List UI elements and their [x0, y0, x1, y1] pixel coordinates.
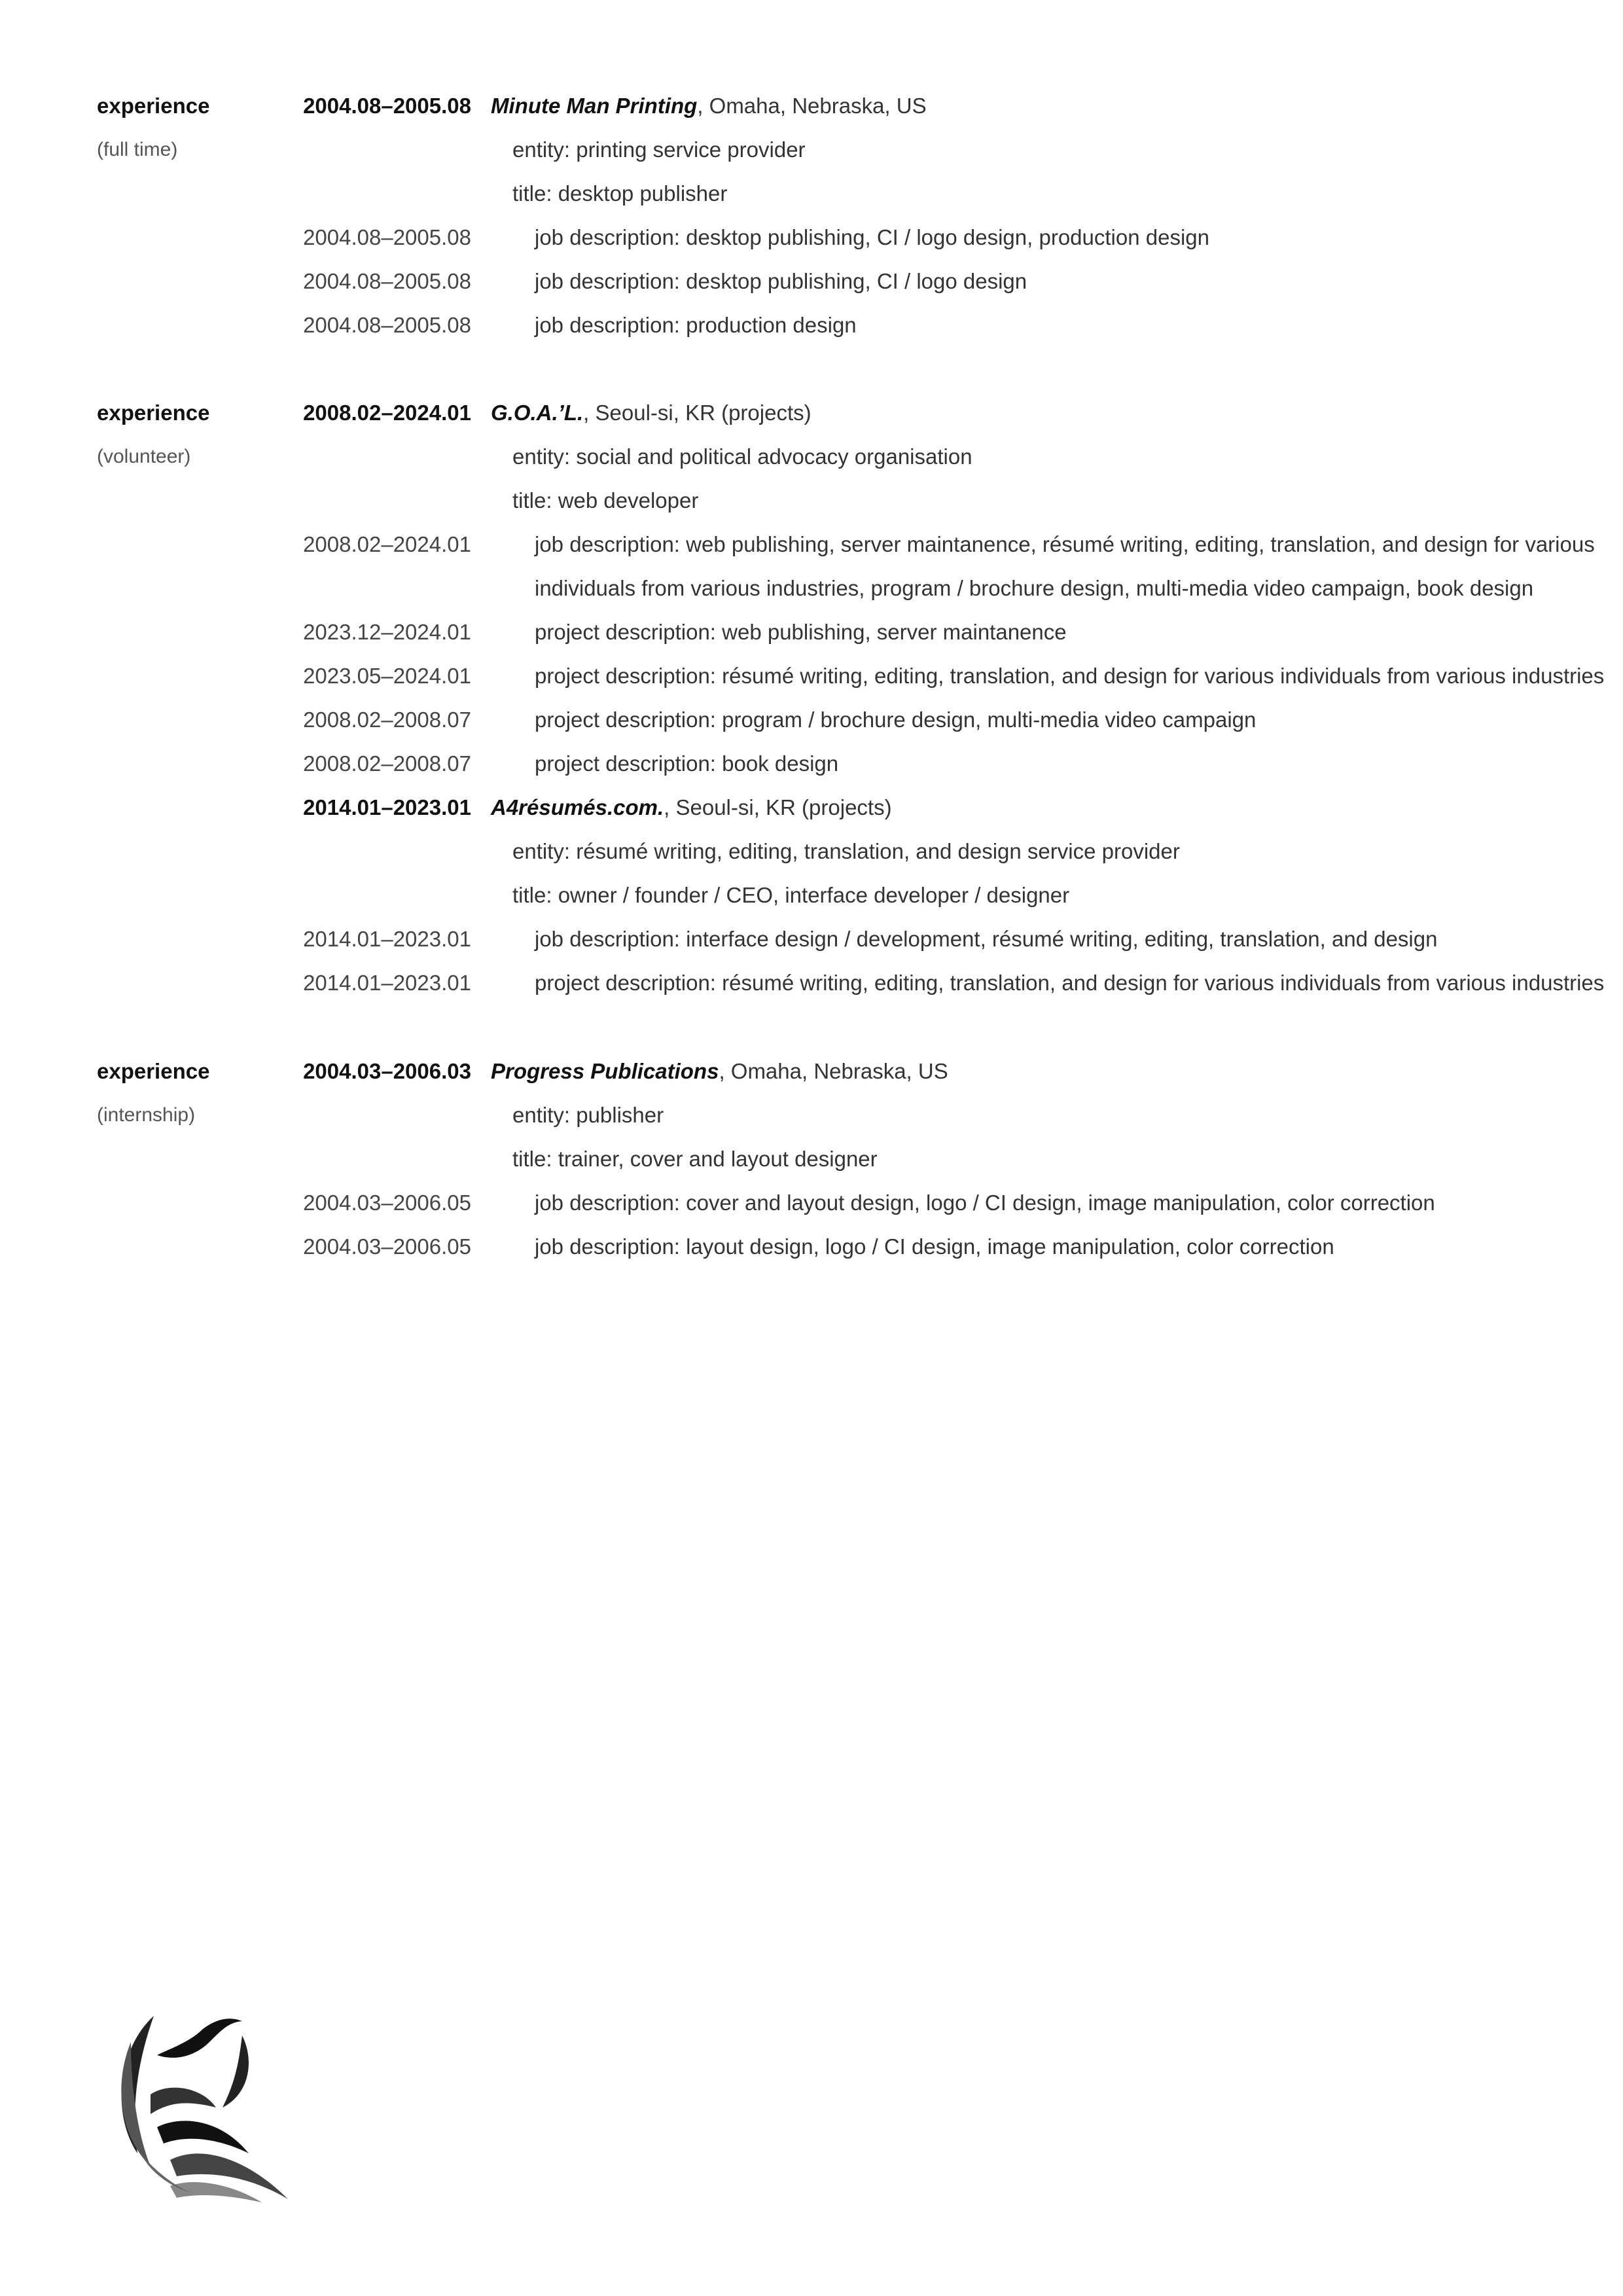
list-item — [0, 698, 1623, 742]
title-row — [0, 171, 1623, 216]
organization — [491, 391, 812, 435]
entity-row — [0, 435, 1623, 479]
sub-organization — [491, 785, 892, 830]
title-text: title: web developer — [512, 488, 699, 512]
item-date: 2014.01–2023.01 — [303, 927, 471, 951]
section-date: 2004.08–2005.08 — [303, 94, 471, 118]
item-date: 2004.03–2006.05 — [303, 1191, 471, 1215]
list-item — [0, 961, 1623, 1005]
item-description: individuals from various industries, program / brochure design, multi-media video campaign, book design — [535, 576, 1534, 600]
sub-organization-header-row — [0, 785, 1623, 830]
item-description: project description: résumé writing, editing, translation, and design for various individuals from various industries — [535, 664, 1605, 688]
entity-row — [0, 128, 1623, 172]
item-description: project description: book design — [535, 751, 839, 776]
organization-location: , Omaha, Nebraska, US — [719, 1059, 948, 1083]
item-date: 2014.01–2023.01 — [303, 971, 471, 995]
title-text: title: desktop publisher — [512, 181, 728, 206]
item-description: job description: desktop publishing, CI / logo design — [535, 269, 1027, 293]
list-item — [0, 742, 1623, 786]
sub-title-row — [0, 873, 1623, 918]
item-description: job description: interface design / development, résumé writing, editing, translation, and design — [535, 927, 1438, 951]
item-description: job description: web publishing, server maintanence, résumé writing, editing, translation, and design for various — [535, 532, 1595, 556]
list-item — [0, 610, 1623, 655]
entity-text: entity: publisher — [512, 1103, 664, 1127]
section-sublabel: (volunteer) — [97, 446, 191, 467]
organization-name: Progress Publications — [491, 1059, 719, 1083]
list-item — [0, 654, 1623, 698]
entity-text: entity: social and political advocacy organisation — [512, 444, 972, 469]
section-date: 2008.02–2024.01 — [303, 401, 471, 425]
title-row — [0, 1137, 1623, 1181]
list-item — [0, 303, 1623, 348]
sub-title-text: title: owner / founder / CEO, interface developer / designer — [512, 883, 1070, 907]
sub-entity-text: entity: résumé writing, editing, translation, and design service provider — [512, 839, 1180, 863]
section-header-row — [0, 391, 1623, 435]
section-sublabel: (full time) — [97, 139, 178, 160]
section-sublabel: (internship) — [97, 1104, 196, 1126]
item-date: 2004.08–2005.08 — [303, 269, 471, 293]
title-text: title: trainer, cover and layout designer — [512, 1147, 878, 1171]
list-item — [0, 259, 1623, 304]
sub-organization-name: A4résumés.com. — [491, 795, 664, 819]
sub-organization-date: 2014.01–2023.01 — [303, 795, 471, 819]
section-date: 2004.03–2006.03 — [303, 1059, 471, 1083]
organization-location: , Omaha, Nebraska, US — [697, 94, 927, 118]
item-date: 2008.02–2008.07 — [303, 751, 471, 776]
item-date: 2008.02–2024.01 — [303, 532, 471, 556]
list-item-continuation — [0, 566, 1623, 611]
organization-location: , Seoul-si, KR (projects) — [583, 401, 812, 425]
list-item — [0, 522, 1623, 567]
item-date: 2004.08–2005.08 — [303, 225, 471, 249]
entity-row — [0, 1093, 1623, 1138]
sub-organization-location: , Seoul-si, KR (projects) — [664, 795, 892, 819]
flourish-ornament-icon — [92, 2003, 301, 2212]
list-item — [0, 917, 1623, 961]
item-description: job description: layout design, logo / CI design, image manipulation, color correction — [535, 1234, 1334, 1259]
organization — [491, 84, 927, 128]
item-description: project description: program / brochure design, multi-media video campaign — [535, 708, 1257, 732]
item-description: job description: desktop publishing, CI / logo design, production design — [535, 225, 1209, 249]
list-item — [0, 1225, 1623, 1269]
item-date: 2023.05–2024.01 — [303, 664, 471, 688]
section-label: experience — [97, 94, 210, 118]
list-item — [0, 1181, 1623, 1225]
section-label: experience — [97, 401, 210, 425]
sub-entity-row — [0, 829, 1623, 874]
section-header-row — [0, 84, 1623, 128]
item-date: 2008.02–2008.07 — [303, 708, 471, 732]
organization-name: Minute Man Printing — [491, 94, 698, 118]
entity-text: entity: printing service provider — [512, 137, 806, 162]
item-date: 2023.12–2024.01 — [303, 620, 471, 644]
item-date: 2004.03–2006.05 — [303, 1234, 471, 1259]
section-label: experience — [97, 1059, 210, 1083]
list-item — [0, 215, 1623, 260]
item-description: job description: cover and layout design, logo / CI design, image manipulation, color correction — [535, 1191, 1435, 1215]
organization-name: G.O.A.’L. — [491, 401, 584, 425]
section-header-row — [0, 1049, 1623, 1094]
item-description: project description: résumé writing, editing, translation, and design for various individuals from various industries — [535, 971, 1605, 995]
item-description: job description: production design — [535, 313, 857, 337]
item-description: project description: web publishing, server maintanence — [535, 620, 1067, 644]
title-row — [0, 478, 1623, 523]
item-date: 2004.08–2005.08 — [303, 313, 471, 337]
organization — [491, 1049, 948, 1094]
